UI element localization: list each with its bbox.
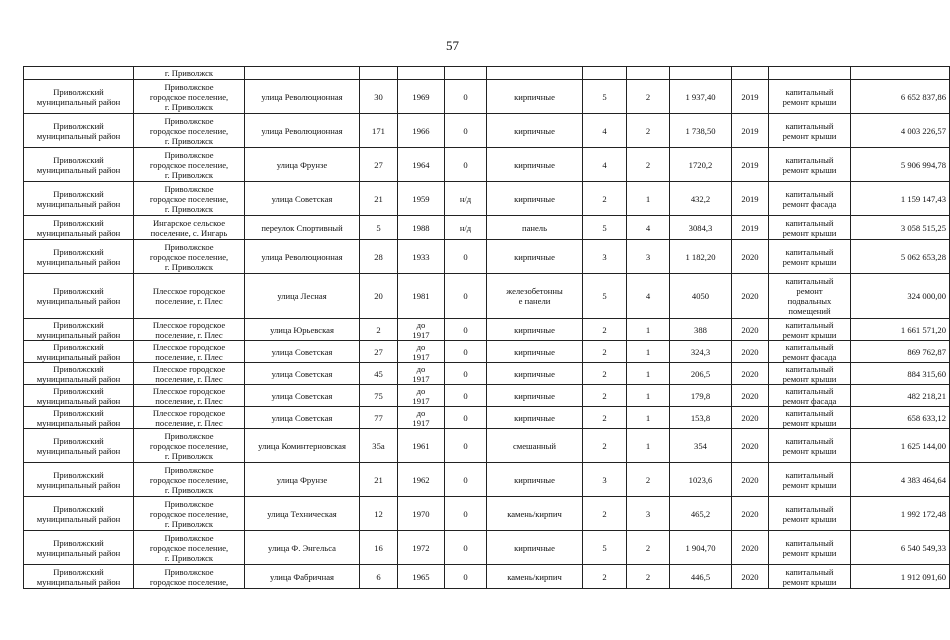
cell-year: 1962	[398, 463, 445, 497]
cell-work: капитальный ремонт крыши	[769, 148, 851, 182]
cell-house	[360, 67, 398, 80]
cell-house: 77	[360, 407, 398, 429]
cell-entrances: 2	[627, 531, 670, 565]
cell-area: 388	[670, 319, 732, 341]
cell-plan_year	[732, 67, 769, 80]
table-row	[24, 341, 950, 363]
cell-house: 35а	[360, 429, 398, 463]
cell-material: панель	[487, 216, 583, 240]
cell-district: Приволжский муниципальный район	[24, 341, 134, 363]
cell-work	[769, 67, 851, 80]
cell-house: 171	[360, 114, 398, 148]
cell-plan_year: 2020	[732, 429, 769, 463]
cell-street: улица Революционная	[245, 114, 360, 148]
cell-entrances: 1	[627, 385, 670, 407]
cell-cost: 869 762,87	[851, 341, 950, 363]
cell-house: 28	[360, 240, 398, 274]
cell-work: капитальный ремонт крыши	[769, 429, 851, 463]
cell-settlement: г. Приволжск	[134, 67, 245, 80]
cell-year: 1964	[398, 148, 445, 182]
cell-entrances: 4	[627, 274, 670, 319]
cell-material: кирпичные	[487, 385, 583, 407]
cell-area: 1023,6	[670, 463, 732, 497]
cell-floors: 5	[583, 216, 627, 240]
cell-floors: 2	[583, 182, 627, 216]
cell-floors: 4	[583, 114, 627, 148]
cell-entrances: 1	[627, 407, 670, 429]
table-row	[24, 216, 950, 240]
cell-settlement: Приволжское городское поселение, г. Приволжск	[134, 497, 245, 531]
cell-district: Приволжский муниципальный район	[24, 319, 134, 341]
table-row	[24, 182, 950, 216]
cell-floors: 5	[583, 80, 627, 114]
cell-plan_year: 2019	[732, 114, 769, 148]
cell-cost	[851, 67, 950, 80]
cell-cost: 1 992 172,48	[851, 497, 950, 531]
cell-floors: 2	[583, 363, 627, 385]
cell-floors: 2	[583, 429, 627, 463]
table-row	[24, 565, 950, 589]
cell-area: 1720,2	[670, 148, 732, 182]
cell-cost: 5 906 994,78	[851, 148, 950, 182]
cell-extra: 0	[445, 407, 487, 429]
cell-year: до 1917	[398, 407, 445, 429]
cell-house: 20	[360, 274, 398, 319]
cell-cost: 1 625 144,00	[851, 429, 950, 463]
cell-entrances: 1	[627, 429, 670, 463]
cell-material: железобетонны е панели	[487, 274, 583, 319]
cell-cost: 884 315,60	[851, 363, 950, 385]
cell-year: 1988	[398, 216, 445, 240]
cell-work: капитальный ремонт крыши	[769, 363, 851, 385]
cell-floors: 2	[583, 341, 627, 363]
cell-street: улица Юрьевская	[245, 319, 360, 341]
cell-settlement: Плесское городское поселение, г. Плес	[134, 341, 245, 363]
cell-district: Приволжский муниципальный район	[24, 429, 134, 463]
cell-entrances: 1	[627, 319, 670, 341]
cell-district: Приволжский муниципальный район	[24, 463, 134, 497]
cell-house: 27	[360, 148, 398, 182]
cell-extra: 0	[445, 363, 487, 385]
cell-street: улица Революционная	[245, 240, 360, 274]
cell-floors	[583, 67, 627, 80]
cell-work: капитальный ремонт крыши	[769, 114, 851, 148]
cell-plan_year: 2020	[732, 363, 769, 385]
cell-settlement: Приволжское городское поселение, г. Приволжск	[134, 240, 245, 274]
cell-work: капитальный ремонт фасада	[769, 182, 851, 216]
cell-entrances: 1	[627, 341, 670, 363]
cell-area: 324,3	[670, 341, 732, 363]
cell-area: 4050	[670, 274, 732, 319]
cell-street: улица Фрунзе	[245, 463, 360, 497]
cell-year	[398, 67, 445, 80]
page-number: 57	[446, 38, 459, 53]
cell-house: 45	[360, 363, 398, 385]
cell-material: кирпичные	[487, 531, 583, 565]
cell-street: улица Коминтерновская	[245, 429, 360, 463]
cell-work: капитальный ремонт крыши	[769, 407, 851, 429]
cell-year: 1959	[398, 182, 445, 216]
cell-settlement: Плесское городское поселение, г. Плес	[134, 407, 245, 429]
cell-year: до 1917	[398, 363, 445, 385]
table-row	[24, 240, 950, 274]
cell-floors: 2	[583, 497, 627, 531]
cell-work: капитальный ремонт фасада	[769, 385, 851, 407]
table-row	[24, 463, 950, 497]
cell-material: кирпичные	[487, 80, 583, 114]
cell-cost: 4 003 226,57	[851, 114, 950, 148]
cell-settlement: Плесское городское поселение, г. Плес	[134, 363, 245, 385]
cell-settlement: Ингарское сельское поселение, с. Ингарь	[134, 216, 245, 240]
cell-material: кирпичные	[487, 463, 583, 497]
cell-floors: 5	[583, 531, 627, 565]
cell-year: до 1917	[398, 341, 445, 363]
cell-street: улица Фрунзе	[245, 148, 360, 182]
cell-district: Приволжский муниципальный район	[24, 114, 134, 148]
cell-material: камень/кирпич	[487, 565, 583, 589]
cell-entrances: 3	[627, 240, 670, 274]
cell-district: Приволжский муниципальный район	[24, 274, 134, 319]
cell-plan_year: 2019	[732, 216, 769, 240]
cell-district: Приволжский муниципальный район	[24, 363, 134, 385]
cell-plan_year: 2020	[732, 407, 769, 429]
cell-work: капитальный ремонт крыши	[769, 565, 851, 589]
cell-extra: 0	[445, 565, 487, 589]
cell-settlement: Приволжское городское поселение, г. Приволжск	[134, 531, 245, 565]
cell-district: Приволжский муниципальный район	[24, 148, 134, 182]
cell-plan_year: 2020	[732, 531, 769, 565]
cell-extra: 0	[445, 114, 487, 148]
cell-extra: 0	[445, 385, 487, 407]
cell-district: Приволжский муниципальный район	[24, 182, 134, 216]
cell-extra: 0	[445, 531, 487, 565]
table-row	[24, 274, 950, 319]
cell-area: 465,2	[670, 497, 732, 531]
cell-plan_year: 2020	[732, 240, 769, 274]
table-row	[24, 385, 950, 407]
cell-street: улица Советская	[245, 363, 360, 385]
table-row	[24, 407, 950, 429]
cell-area: 432,2	[670, 182, 732, 216]
cell-settlement: Плесское городское поселение, г. Плес	[134, 319, 245, 341]
cell-floors: 2	[583, 407, 627, 429]
cell-cost: 1 159 147,43	[851, 182, 950, 216]
table-row	[24, 497, 950, 531]
cell-floors: 2	[583, 565, 627, 589]
cell-floors: 3	[583, 240, 627, 274]
cell-plan_year: 2020	[732, 274, 769, 319]
cell-year: 1970	[398, 497, 445, 531]
cell-area: 179,8	[670, 385, 732, 407]
cell-work: капитальный ремонт крыши	[769, 216, 851, 240]
cell-year: до 1917	[398, 319, 445, 341]
cell-work: капитальный ремонт крыши	[769, 80, 851, 114]
cell-year: 1966	[398, 114, 445, 148]
cell-street: улица Фабричная	[245, 565, 360, 589]
cell-material: кирпичные	[487, 240, 583, 274]
cell-cost: 658 633,12	[851, 407, 950, 429]
cell-material: кирпичные	[487, 114, 583, 148]
cell-work: капитальный ремонт крыши	[769, 240, 851, 274]
cell-entrances: 2	[627, 148, 670, 182]
cell-area	[670, 67, 732, 80]
cell-district: Приволжский муниципальный район	[24, 385, 134, 407]
table-row	[24, 363, 950, 385]
cell-cost: 4 383 464,64	[851, 463, 950, 497]
cell-house: 16	[360, 531, 398, 565]
cell-entrances: 3	[627, 497, 670, 531]
cell-settlement: Приволжское городское поселение, г. Приволжск	[134, 463, 245, 497]
cell-year: 1972	[398, 531, 445, 565]
cell-material: камень/кирпич	[487, 497, 583, 531]
cell-district: Приволжский муниципальный район	[24, 216, 134, 240]
cell-floors: 2	[583, 319, 627, 341]
cell-street	[245, 67, 360, 80]
cell-cost: 3 058 515,25	[851, 216, 950, 240]
cell-entrances: 2	[627, 114, 670, 148]
cell-extra: 0	[445, 148, 487, 182]
cell-work: капитальный ремонт крыши	[769, 463, 851, 497]
cell-entrances: 1	[627, 182, 670, 216]
cell-house: 27	[360, 341, 398, 363]
cell-district: Приволжский муниципальный район	[24, 531, 134, 565]
cell-floors: 5	[583, 274, 627, 319]
cell-house: 21	[360, 463, 398, 497]
cell-material: смешанный	[487, 429, 583, 463]
cell-entrances: 2	[627, 463, 670, 497]
cell-street: улица Советская	[245, 182, 360, 216]
cell-entrances: 2	[627, 565, 670, 589]
cell-material: кирпичные	[487, 341, 583, 363]
cell-area: 153,8	[670, 407, 732, 429]
cell-settlement: Приволжское городское поселение, г. Приволжск	[134, 114, 245, 148]
cell-floors: 4	[583, 148, 627, 182]
cell-extra: 0	[445, 497, 487, 531]
cell-district: Приволжский муниципальный район	[24, 80, 134, 114]
cell-area: 446,5	[670, 565, 732, 589]
cell-area: 354	[670, 429, 732, 463]
cell-year: 1969	[398, 80, 445, 114]
cell-cost: 5 062 653,28	[851, 240, 950, 274]
cell-work: капитальный ремонт подвальных помещений	[769, 274, 851, 319]
cell-entrances: 2	[627, 80, 670, 114]
cell-house: 6	[360, 565, 398, 589]
cell-area: 1 738,50	[670, 114, 732, 148]
cell-settlement: Приволжское городское поселение,	[134, 565, 245, 589]
cell-district: Приволжский муниципальный район	[24, 240, 134, 274]
cell-cost: 6 652 837,86	[851, 80, 950, 114]
cell-year: до 1917	[398, 385, 445, 407]
cell-material	[487, 67, 583, 80]
cell-plan_year: 2020	[732, 463, 769, 497]
cell-year: 1961	[398, 429, 445, 463]
cell-house: 30	[360, 80, 398, 114]
cell-plan_year: 2019	[732, 148, 769, 182]
cell-street: улица Ф. Энгельса	[245, 531, 360, 565]
cell-work: капитальный ремонт крыши	[769, 497, 851, 531]
cell-settlement: Приволжское городское поселение, г. Приволжск	[134, 429, 245, 463]
cell-entrances: 1	[627, 363, 670, 385]
cell-extra: 0	[445, 240, 487, 274]
cell-extra	[445, 67, 487, 80]
cell-plan_year: 2020	[732, 497, 769, 531]
cell-extra: 0	[445, 463, 487, 497]
table-row	[24, 319, 950, 341]
cell-year: 1981	[398, 274, 445, 319]
cell-material: кирпичные	[487, 319, 583, 341]
table-row	[24, 80, 950, 114]
cell-extra: н/д	[445, 182, 487, 216]
cell-district	[24, 67, 134, 80]
cell-street: улица Советская	[245, 341, 360, 363]
table-row-partial	[24, 67, 950, 80]
cell-house: 5	[360, 216, 398, 240]
table-row	[24, 148, 950, 182]
cell-house: 75	[360, 385, 398, 407]
cell-house: 21	[360, 182, 398, 216]
cell-cost: 1 661 571,20	[851, 319, 950, 341]
cell-year: 1933	[398, 240, 445, 274]
cell-street: улица Лесная	[245, 274, 360, 319]
cell-extra: 0	[445, 274, 487, 319]
cell-street: переулок Спортивный	[245, 216, 360, 240]
cell-plan_year: 2019	[732, 182, 769, 216]
cell-area: 1 904,70	[670, 531, 732, 565]
cell-extra: н/д	[445, 216, 487, 240]
housing-repair-table	[23, 66, 950, 589]
cell-plan_year: 2020	[732, 565, 769, 589]
cell-extra: 0	[445, 319, 487, 341]
cell-area: 206,5	[670, 363, 732, 385]
cell-house: 12	[360, 497, 398, 531]
cell-district: Приволжский муниципальный район	[24, 565, 134, 589]
cell-area: 1 182,20	[670, 240, 732, 274]
cell-cost: 482 218,21	[851, 385, 950, 407]
cell-area: 3084,3	[670, 216, 732, 240]
cell-material: кирпичные	[487, 363, 583, 385]
cell-plan_year: 2020	[732, 319, 769, 341]
cell-year: 1965	[398, 565, 445, 589]
cell-district: Приволжский муниципальный район	[24, 407, 134, 429]
cell-material: кирпичные	[487, 148, 583, 182]
cell-floors: 3	[583, 463, 627, 497]
cell-area: 1 937,40	[670, 80, 732, 114]
cell-cost: 324 000,00	[851, 274, 950, 319]
cell-cost: 6 540 549,33	[851, 531, 950, 565]
cell-district: Приволжский муниципальный район	[24, 497, 134, 531]
cell-settlement: Плесское городское поселение, г. Плес	[134, 274, 245, 319]
cell-extra: 0	[445, 80, 487, 114]
cell-street: улица Советская	[245, 385, 360, 407]
cell-settlement: Плесское городское поселение, г. Плес	[134, 385, 245, 407]
cell-settlement: Приволжское городское поселение, г. Приволжск	[134, 182, 245, 216]
cell-entrances: 4	[627, 216, 670, 240]
cell-work: капитальный ремонт фасада	[769, 341, 851, 363]
cell-floors: 2	[583, 385, 627, 407]
cell-street: улица Техническая	[245, 497, 360, 531]
cell-settlement: Приволжское городское поселение, г. Приволжск	[134, 148, 245, 182]
table-row	[24, 531, 950, 565]
cell-work: капитальный ремонт крыши	[769, 319, 851, 341]
cell-extra: 0	[445, 429, 487, 463]
table-row	[24, 114, 950, 148]
cell-street: улица Советская	[245, 407, 360, 429]
cell-plan_year: 2020	[732, 385, 769, 407]
table-row	[24, 429, 950, 463]
cell-material: кирпичные	[487, 407, 583, 429]
cell-cost: 1 912 091,60	[851, 565, 950, 589]
cell-plan_year: 2020	[732, 341, 769, 363]
cell-plan_year: 2019	[732, 80, 769, 114]
cell-material: кирпичные	[487, 182, 583, 216]
cell-street: улица Революционная	[245, 80, 360, 114]
cell-work: капитальный ремонт крыши	[769, 531, 851, 565]
cell-settlement: Приволжское городское поселение, г. Приволжск	[134, 80, 245, 114]
cell-entrances	[627, 67, 670, 80]
cell-house: 2	[360, 319, 398, 341]
cell-extra: 0	[445, 341, 487, 363]
